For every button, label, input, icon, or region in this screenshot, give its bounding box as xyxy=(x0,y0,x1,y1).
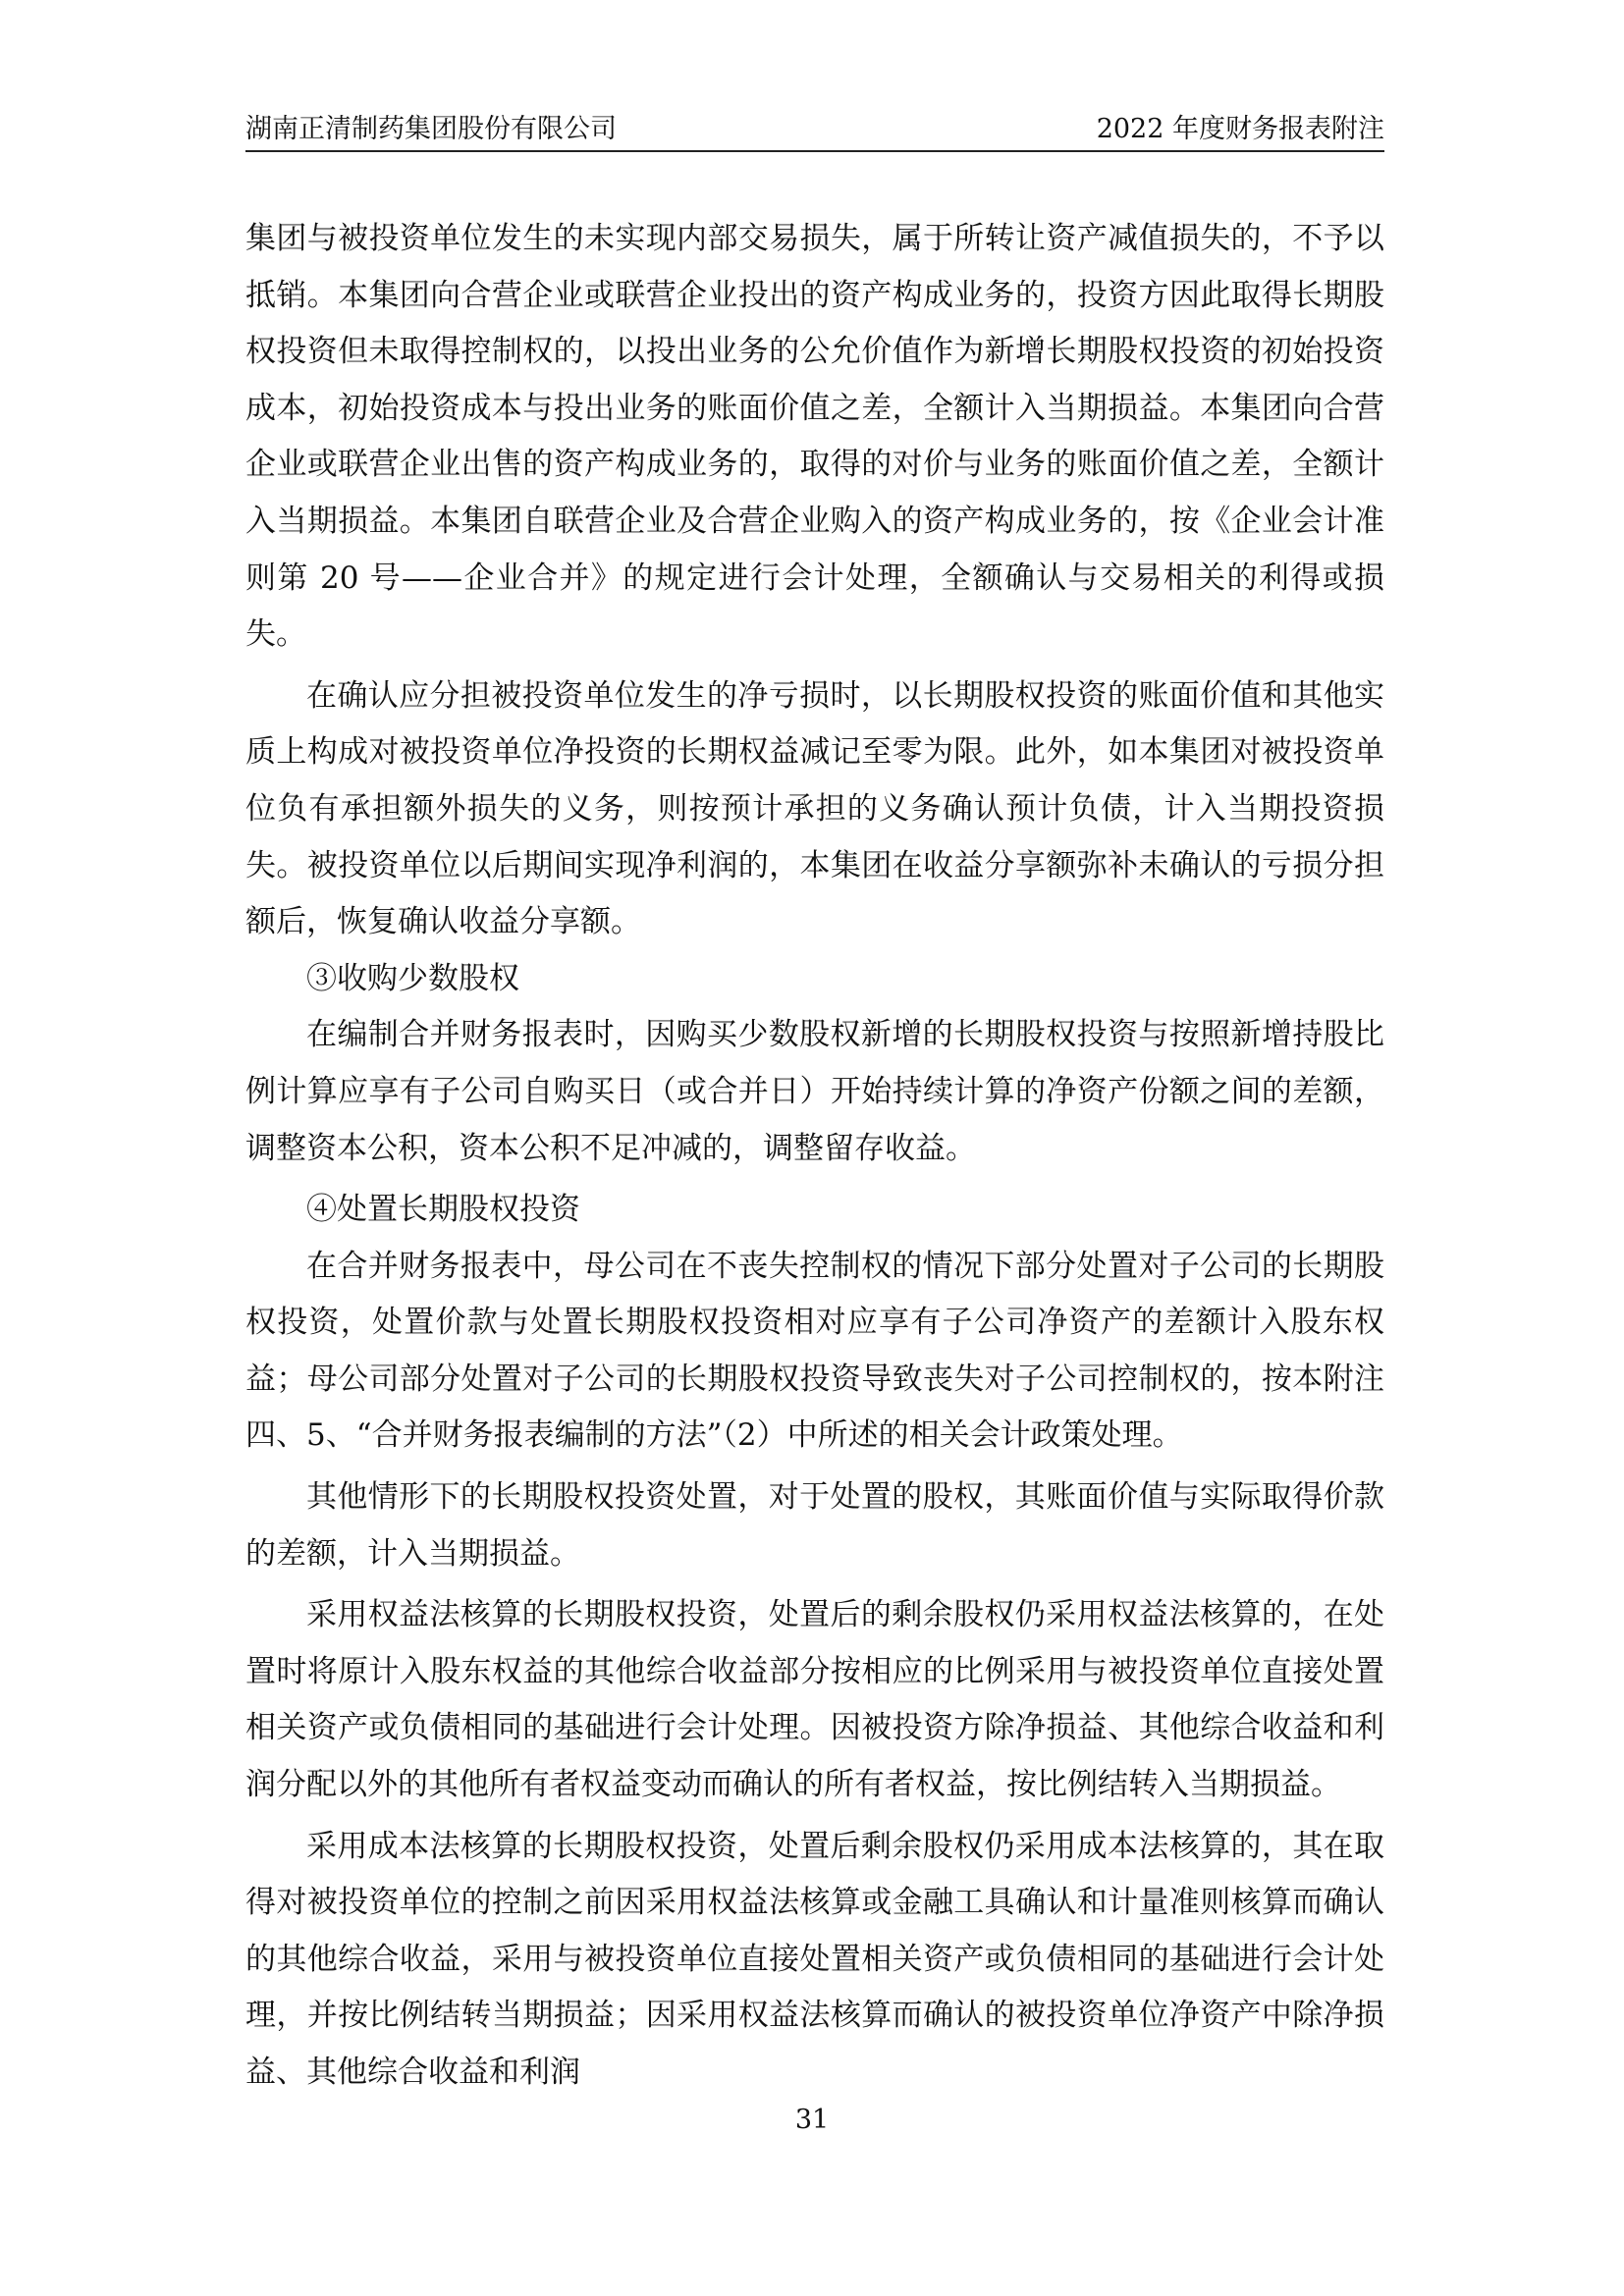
paragraph-equity-method-disposal: 采用权益法核算的长期股权投资，处置后的剩余股权仍采用权益法核算的，在处置时将原计入股东权益的其他综合收益部分按相应的比例采用与被投资单位直接处置相关资产或负债相同的基础进行会计处理。因被投资方除净损益、其他综合收益和利润分配以外的其他所有者权益变动而确认的所有者权益，按比例结转入当期损益。 xyxy=(245,1597,1384,1803)
paragraph-disposal-consolidated: 在合并财务报表中，母公司在不丧失控制权的情况下部分处置对子公司的长期股权投资，处置价款与处置长期股权投资相对应享有子公司净资产的差额计入股东权益；母公司部分处置对子公司的长期股权投资导致丧失对子公司控制权的，按本附注四、5、“合并财务报表编制的方法”（2）中所述的相关会计政策处理。 xyxy=(245,1248,1384,1454)
body-text xyxy=(245,211,1384,2102)
page-header xyxy=(245,110,1384,149)
header-report-title: 2022 年度财务报表附注 xyxy=(1096,114,1384,144)
page-number: 31 xyxy=(794,2105,830,2135)
section-heading-minority-acquisition: ③收购少数股权 xyxy=(306,960,519,996)
section-heading-disposal: ④处置长期股权投资 xyxy=(306,1192,580,1228)
paragraph-continued: 集团与被投资单位发生的未实现内部交易损失，属于所转让资产减值损失的，不予以抵销。本集团向合营企业或联营企业投出的资产构成业务的，投资方因此取得长期股权投资但未取得控制权的，以投出业务的公允价值作为新增长期股权投资的初始投资成本，初始投资成本与投出业务的账面价值之差，全额计入当期损益。本集团向合营企业或联营企业出售的资产构成业务的，取得的对价与业务的账面价值之差，全额计入当期损益。本集团自联营企业及合营企业购入的资产构成业务的，按《企业会计准则第 20 号——企业合并》的规定进行会计处理，全额确认与交易相关的利得或损失。 xyxy=(245,221,1384,653)
paragraph-disposal-other: 其他情形下的长期股权投资处置，对于处置的股权，其账面价值与实际取得价款的差额，计入当期损益。 xyxy=(245,1479,1384,1572)
paragraph-net-loss: 在确认应分担被投资单位发生的净亏损时，以长期股权投资的账面价值和其他实质上构成对被投资单位净投资的长期权益减记至零为限。此外，如本集团对被投资单位负有承担额外损失的义务，则按预计承担的义务确认预计负债，计入当期投资损失。被投资单位以后期间实现净利润的，本集团在收益分享额弥补未确认的亏损分担额后，恢复确认收益分享额。 xyxy=(245,677,1384,940)
header-divider xyxy=(245,150,1384,152)
paragraph-cost-method-disposal: 采用成本法核算的长期股权投资，处置后剩余股权仍采用成本法核算的，其在取得对被投资单位的控制之前因采用权益法核算或金融工具确认和计量准则核算而确认的其他综合收益，采用与被投资单位直接处置相关资产或负债相同的基础进行会计处理，并按比例结转当期损益；因采用权益法核算而确认的被投资单位净资产中除净损益、其他综合收益和利润 xyxy=(245,1828,1384,2090)
header-company-name: 湖南正清制药集团股份有限公司 xyxy=(245,114,617,144)
paragraph-minority-acquisition: 在编制合并财务报表时，因购买少数股权新增的长期股权投资与按照新增持股比例计算应享有子公司自购买日（或合并日）开始持续计算的净资产份额之间的差额，调整资本公积，资本公积不足冲减的，调整留存收益。 xyxy=(245,1017,1384,1166)
